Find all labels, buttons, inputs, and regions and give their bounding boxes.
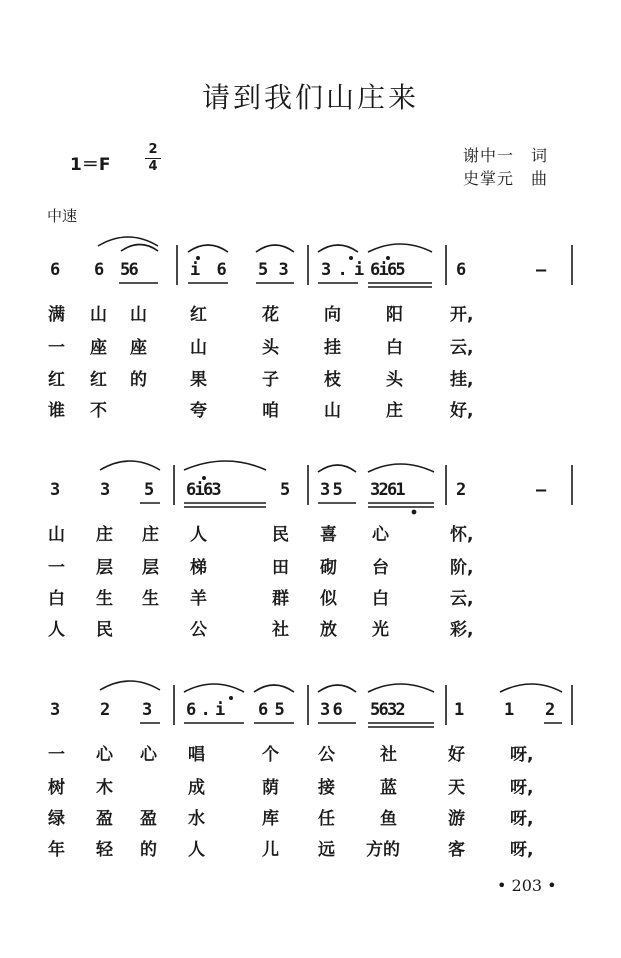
lyric-char: 白	[386, 338, 403, 358]
lyric-char: 阳	[386, 305, 403, 325]
octave-dot	[197, 257, 199, 259]
slur	[318, 685, 356, 692]
key-signature: 1＝F	[70, 155, 111, 175]
lyric-char: 心	[140, 745, 157, 765]
lyric-char: 头	[386, 370, 403, 390]
lyric-char: 白	[48, 589, 65, 609]
lyric-char: 方的	[366, 840, 400, 860]
octave-dot	[203, 477, 205, 479]
lyric-char: 成	[188, 778, 205, 798]
lyric-char: 民	[272, 525, 289, 545]
lyric-char: 挂	[324, 338, 341, 358]
note-group: 2	[456, 480, 467, 500]
octave-dot	[230, 697, 232, 699]
octave-dot	[350, 257, 352, 259]
lyric-char: 呀,	[510, 745, 534, 765]
lyric-char: 盈	[96, 809, 113, 829]
lyric-char: 庄	[96, 525, 113, 545]
lyric-char: 水	[188, 809, 205, 829]
lyric-char: 不	[90, 401, 107, 421]
lyric-char: 呀,	[510, 778, 534, 798]
note-group: 1	[454, 700, 465, 720]
lyric-char: 羊	[190, 589, 207, 609]
lyric-char: 似	[320, 589, 337, 609]
lyric-char: 子	[262, 370, 279, 390]
lyric-char: 生	[96, 589, 113, 609]
slur	[188, 245, 228, 252]
lyric-char: 民	[96, 620, 113, 640]
lyric-char: 鱼	[380, 809, 397, 829]
slur	[368, 464, 434, 472]
lyric-char: 好	[448, 745, 465, 765]
slur	[254, 685, 294, 692]
lyric-char: 座	[130, 338, 147, 358]
lyric-char: 红	[190, 305, 207, 325]
lyric-char: 年	[48, 840, 65, 860]
slur	[100, 681, 160, 690]
lyric-char: 荫	[262, 778, 279, 798]
lyric-char: 层	[142, 558, 159, 578]
lyric-char: 公	[318, 745, 335, 765]
note-group: 3 . i	[321, 260, 363, 280]
lyric-char: 砌	[320, 558, 337, 578]
lyric-char: 人	[190, 525, 207, 545]
lyric-char: 蓝	[380, 778, 397, 798]
lyric-char: 田	[272, 558, 289, 578]
lyric-char: 光	[372, 620, 389, 640]
lyric-char: 游	[448, 809, 465, 829]
lyric-char: 绿	[48, 809, 65, 829]
lyric-char: 阶,	[450, 558, 474, 578]
composer-credit: 史掌元 曲	[463, 169, 549, 188]
note-group: 3	[50, 700, 61, 720]
lyricist-credit: 谢中一 词	[463, 146, 549, 165]
slur	[500, 684, 562, 692]
lyric-char: 库	[262, 809, 279, 829]
lyric-char: 木	[96, 778, 113, 798]
time-signature-top: 2	[148, 142, 158, 157]
slur	[98, 237, 158, 246]
lyric-char: 山	[48, 525, 65, 545]
lyric-char: 红	[90, 370, 107, 390]
lyric-char: 生	[142, 589, 159, 609]
lyric-char: 远	[318, 840, 335, 860]
lyric-char: 好,	[450, 401, 474, 421]
note-group: 5 6 3 2	[370, 700, 400, 720]
note-group: 5	[280, 480, 291, 500]
lyric-char: 夸	[190, 401, 207, 421]
lyric-char: 开,	[450, 305, 474, 325]
lyric-char: 社	[380, 745, 397, 765]
note-group: 5 3	[258, 260, 289, 280]
lyric-char: 白	[372, 589, 389, 609]
lyric-char: 呀,	[510, 809, 534, 829]
lyric-char: 呀,	[510, 840, 534, 860]
lyric-char: 儿	[262, 840, 279, 860]
note-group: 2	[100, 700, 111, 720]
lyric-char: 层	[96, 558, 113, 578]
lyric-char: 果	[190, 370, 207, 390]
note-group: 3	[142, 700, 153, 720]
lyric-char: 个	[262, 745, 279, 765]
lyric-char: 客	[448, 840, 465, 860]
note-group: 3 2 6 1	[370, 480, 400, 500]
lyric-char: 一	[48, 558, 65, 578]
lyric-char: 满	[48, 305, 65, 325]
lyric-char: 怀,	[450, 525, 474, 545]
note-group: 6 5	[258, 700, 283, 720]
lyric-char: 梯	[190, 558, 207, 578]
lyric-char: 心	[96, 745, 113, 765]
lyric-char: 向	[324, 305, 341, 325]
note-group: 6	[50, 260, 61, 280]
slur	[318, 245, 358, 252]
lyric-char: 挂,	[450, 370, 474, 390]
lyric-char: 云,	[450, 338, 474, 358]
octave-dot	[387, 257, 389, 259]
note-group: 5	[144, 480, 155, 500]
lyric-char: 心	[372, 525, 389, 545]
lyric-char: 座	[90, 338, 107, 358]
lyric-char: 台	[372, 558, 389, 578]
lyric-char: 一	[48, 338, 65, 358]
lyric-char: 彩,	[450, 620, 474, 640]
lyric-char: 放	[320, 620, 337, 640]
lyric-char: 一	[48, 745, 65, 765]
lyric-char: 人	[188, 840, 205, 860]
note-group: 5 6	[120, 260, 133, 280]
lyric-char: 群	[272, 589, 289, 609]
tempo-marking: 中速	[47, 207, 78, 225]
note-dash: —	[536, 260, 547, 280]
note-group: 3 6	[320, 700, 339, 720]
lyric-char: 云,	[450, 589, 474, 609]
slur	[121, 245, 158, 252]
lyric-char: 山	[324, 401, 341, 421]
note-group: 6	[94, 260, 105, 280]
time-signature-bottom: 4	[148, 159, 158, 174]
lyric-char: 枝	[324, 370, 341, 390]
note-group: 3	[50, 480, 61, 500]
lyric-char: 轻	[96, 840, 113, 860]
slur	[184, 684, 244, 692]
lyric-char: 喜	[320, 525, 337, 545]
low-octave-dot	[412, 510, 415, 513]
lyric-char: 咱	[262, 401, 279, 421]
lyric-char: 的	[130, 370, 147, 390]
note-group: 3	[100, 480, 111, 500]
slur	[100, 461, 160, 470]
lyric-char: 任	[318, 809, 335, 829]
note-group: 2	[545, 700, 556, 720]
lyric-char: 社	[272, 620, 289, 640]
slur	[318, 465, 356, 472]
note-group: 1	[504, 700, 515, 720]
note-dash: —	[536, 480, 547, 500]
lyric-char: 庄	[142, 525, 159, 545]
slur	[368, 244, 432, 252]
note-group: 3 5	[320, 480, 339, 500]
lyric-char: 接	[318, 778, 335, 798]
lyric-char: 头	[262, 338, 279, 358]
lyric-char: 公	[190, 620, 207, 640]
lyric-char: 庄	[386, 401, 403, 421]
lyric-char: 花	[262, 305, 279, 325]
lyric-char: 树	[48, 778, 65, 798]
lyric-char: 谁	[48, 401, 65, 421]
lyric-char: 山	[90, 305, 107, 325]
note-group: 6	[456, 260, 467, 280]
note-group: 6 i 6 3	[186, 480, 216, 500]
lyric-char: 唱	[188, 745, 205, 765]
slur	[368, 684, 434, 692]
lyric-char: 人	[48, 620, 65, 640]
lyric-char: 的	[140, 840, 157, 860]
lyric-char: 山	[130, 305, 147, 325]
lyric-char: 山	[190, 338, 207, 358]
slur	[256, 245, 294, 252]
note-group: i 6	[190, 260, 230, 280]
note-group: 6 . i	[186, 700, 223, 720]
lyric-char: 红	[48, 370, 65, 390]
lyric-char: 天	[448, 778, 465, 798]
lyric-char: 盈	[140, 809, 157, 829]
slur	[184, 461, 266, 470]
note-group: 6 i 6 5	[370, 260, 400, 280]
song-title: 请到我们山庄来	[201, 81, 419, 114]
page-number: • 203 •	[497, 876, 557, 895]
